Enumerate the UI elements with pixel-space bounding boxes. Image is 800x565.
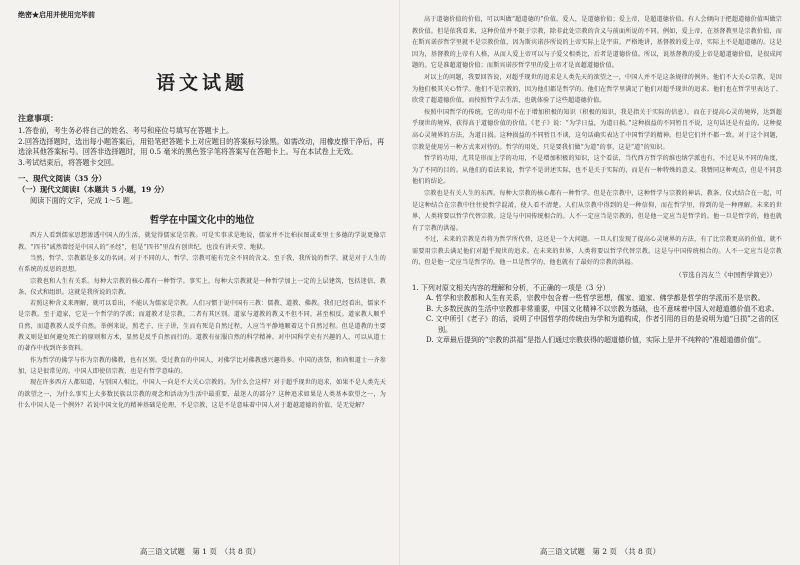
article-paragraph: 对以上的问题，我要回答说，对超乎现世的追求是人类先天的欲望之一，中国人并不是这条规律的例外。他们不大关心宗教，是因为他们极其关心哲学。他们不是宗教的，因为他们都是哲学的。他们在哲学里满足了他们对超乎现世的追求。他们也在哲学里表达了、欣赏了超道德价值，而按照哲学去生活，也就体验了这些超道德价值。 [412, 73, 782, 105]
article-paragraph: 当然，哲学、宗教都是多义的名词。对于不同的人，哲学、宗教可能有完全不同的含义。至于我，我所说的哲学，就是对于人生的有系统的反思的思想。 [18, 254, 386, 274]
question-stem: 1. 下列对原文相关内容的理解和分析，不正确的一项是（3 分） [412, 284, 610, 293]
article-source: （节选自冯友兰《中国哲学简史》） [675, 271, 776, 280]
subsection-heading: （一）现代文阅读Ⅰ（本题共 5 小题，19 分） [18, 185, 169, 195]
answer-option-d: D. 文章最后提到的“宗教的洪福”是指人们通过宗教获得的超道德价值，实际上是并不纯粹的“准超道德价值”。 [426, 336, 766, 345]
answer-option-b: B. 大多数民族的生活中宗教都非常重要，中国文化精神不以宗教为基础，也不意味着中国人对超道德价值不追求。 [426, 304, 779, 313]
article-paragraph: 现在许多西方人都知道，与别国人相比，中国人一向是不大关心宗教的。为什么会这样？对于超乎现世的追求，如果不是人类先天的欲望之一，为什么事实上大多数民族以宗教的观念和活动为生活中最重要、最迷人的部分？这种追求如果是人类基本欲望之一，为什么中国人是一个例外？若说中国文化的精神基础是伦理，不是宗教，这是不是意味着中国人对于超越道德的价值，是无觉解？ [18, 379, 386, 409]
notes-heading: 注意事项： [18, 113, 58, 123]
article-paragraph: 高于道德价值的价值，可以叫做“超道德的”价值。爱人，是道德价值；爱上帝，是超道德价值。有人会倾向于把超道德价值叫做宗教价值。但是依我看来，这种价值并不限于宗教，除非此处宗教的含义与前面所说的不同。例如，爱上帝，在基督教里是宗教价值，而在斯宾诺莎哲学里就不是宗教价值，因为斯宾诺莎所说的上帝实际上是宇宙。严格地讲，基督教的爱上帝，实际上不是超道德的。这是因为，基督教的上帝有人格，从而人爱上帝可以与子爱父相类比，后者是道德价值。所以，说基督教的爱上帝是超道德价值，是很成问题的。它是准超道德价值；而斯宾诺莎哲学里的爱上帝才是真超道德价值。 [412, 16, 782, 70]
article-paragraph: 宗教也和人生有关系。每种大宗教的核心都有一种哲学。事实上，每种大宗教就是一种哲学加上一定的上层建筑，包括迷信、教条、仪式和组织。这就是我所说的宗教。 [18, 277, 386, 296]
article-paragraph: 哲学的功用，尤其是形而上学的功用，不是增加积极的知识，这个看法，当代西方哲学的维也纳学派也有，不过是从不同的角度，为了不同的目的。从他们的看法来说，哲学不是讲述实际，也不是关于实际的，而是有一种特殊的意义。我赞同这种观点，但是不同意他们的结论。 [412, 155, 782, 186]
reading-instruction: 阅读下面的文字，完成 1～5 题。 [30, 196, 138, 206]
answer-option-c: C. 文中所引《老子》的话，说明了中国哲学的传统由为学和为道构成，作者引用的目的是说明为道“日损”之省的区别。 [426, 315, 779, 334]
article-paragraph: 不过，未来的宗教是否将为哲学所代替，这还是一个大问题。一旦人们发现了提高心灵境界的方法，有了比宗教更高的价值，就不需要用宗教去满足他们对超乎现世的追求。在未来的世界，人类将要以哲学代替宗教。这是与中国传统相合的。人不一定应当是宗教的，但是他一定应当是哲学的。他一旦是哲学的，他也就有了最好的宗教的洪福。 [412, 236, 782, 267]
section-heading: 一、现代文阅读（35 分） [18, 174, 107, 184]
answer-option-a: A. 哲学和宗教都和人生有关系，宗教中包含着一些哲学思想，儒家、道家、佛学都是哲学的学派而不是宗教。 [426, 294, 765, 303]
article-paragraph: 若照这种含义来理解，就可以看出，不能认为儒家是宗教。人们习惯于说中国有三教：儒教、道教、佛教。我们已经看出，儒家不是宗教。至于道家，它是一个哲学的学派；而道教才是宗教，二者有其区别。道家与道教的教义不但不同，甚至相反。道家教人顺乎自然，而道教教人反乎自然。举例来说，照老子、庄子讲，生而有死是自然过程，人应当平静地顺着这个自然过程。但是道教的主要教义则是如何避免死亡的原则和方术，显然是反乎自然而行的。道教有征服自然的科学精神。对中国科学史有兴趣的人，可以从道士的著作中找到许多资料。 [18, 300, 386, 353]
right-page [400, 0, 800, 565]
page-footer: 高三语文试题 第 1 页 （共 8 页） [139, 547, 261, 556]
note-item: 2.回答选择题时，选出每小题答案后，用铅笔把答题卡上对应题目的答案标号涂黑。如需改动，用橡皮擦干净后，再选涂其他答案标号。回答非选择题时，用 0.5 毫米的黑色签字笔将答案写在答题卡上。写在本试卷上无效。 [18, 136, 385, 157]
exam-title: 语文试题 [155, 72, 248, 94]
page-footer: 高三语文试题 第 2 页 （共 8 页） [539, 547, 661, 556]
article-paragraph: 作为哲学的佛学与作为宗教的佛教，也有区别。受过教育的中国人，对佛学比对佛教感兴趣得多。中国的丧祭，和尚和道士一齐参加，这是很常见的。中国人即使信宗教，也是有哲学意味的。 [18, 356, 386, 375]
article-title: 哲学在中国文化中的地位 [149, 215, 255, 227]
secret-mark: 绝密★启用并使用完毕前 [18, 10, 95, 19]
article-paragraph: 宗教也是有关人生的东西。每种大宗教的核心都有一种哲学。但是在宗教中，这种哲学与宗教的神话、教条、仪式结合在一起，可是这种结合在宗教中往往使哲学混淆，使人看不清楚。人们从宗教中得到的是一种信仰，而在哲学里，得到的是一种理解。未来的世界，人类将要以哲学代替宗教。这是与中国传统相合的。人不一定应当是宗教的，但是他一定应当是哲学的。他一旦是哲学的，他也就有了宗教的洪福。 [412, 189, 782, 232]
article-paragraph: 西方人看到儒家思想渗透中国人的生活，就觉得儒家是宗教。可是实事求是地说，儒家并不比柏拉图或亚里士多德的学说更像宗教。“四书”诚然曾经是中国人的“圣经”，但是“四书”里没有创世纪，也没有讲天堂、地狱。 [18, 232, 386, 251]
article-paragraph: 按照中国哲学的传统，它的功用不在于增加积极的知识（积极的知识，我是指关于实际的信息），而在于提高心灵的境界，达到超乎现世的境界，获得高于道德价值的价值。《老子》说：“为学日益，为道日损。”这种损益的不同暂且不说，这句话还是有益的。这种提高心灵境界的方法，为道日损。这种损益的不同暂且不谈，这句话确实表达了中国哲学的精神。但是它们并不都一致。对于这个问题，宗教是使用另一种方式来对待的。哲学的用处，只是要我们做“为道”的事，这是“道”的知识。 [412, 108, 782, 151]
note-item: 1.答卷前，考生务必将自己的姓名、考号和座位号填写在答题卡上。 [18, 126, 234, 135]
note-item: 3.考试结束后，将答题卡交回。 [18, 157, 119, 167]
